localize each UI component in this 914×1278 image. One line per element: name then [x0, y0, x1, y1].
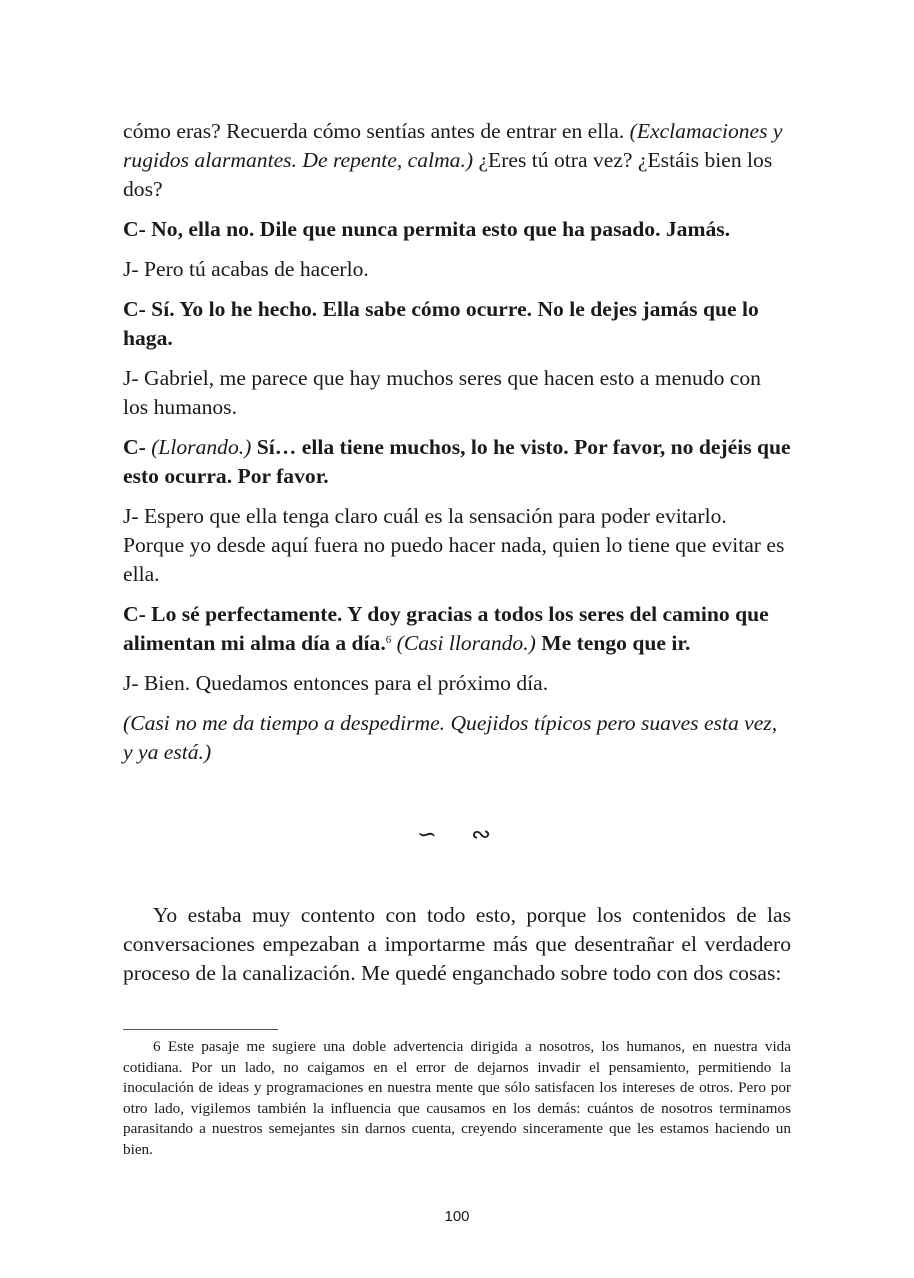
italic-segment: (Exclamaciones y rugidos alarmantes. De repente, calma.) — [123, 119, 783, 172]
bold-segment: Sí… ella tiene muchos, lo he visto. Por favor, no dejéis que esto ocurra. Por favor. — [123, 435, 791, 488]
dialogue-j-1 — [123, 255, 791, 284]
dialogue-section — [123, 117, 791, 778]
bold-segment: Me tengo que ir. — [535, 631, 691, 655]
text-segment: J- Bien. Quedamos entonces para el próximo día. — [123, 671, 549, 695]
italic-segment: (Casi no me da tiempo a despedirme. Quejidos típicos pero suaves esta vez, y ya está.) — [123, 711, 778, 764]
dialogue-c-4 — [123, 600, 791, 658]
footnote-divider — [123, 1029, 278, 1030]
body-paragraph: Yo estaba muy contento con todo esto, porque los contenidos de las conversaciones empezaban a importarme más que desentrañar el verdadero proceso de la canalización. Me quedé enganchado sobre todo con dos cosas: — [123, 903, 791, 985]
dialogue-j-4 — [123, 669, 791, 698]
text-segment: ¿Eres tú otra vez? ¿Estáis bien los dos? — [123, 148, 773, 201]
footnote-text: Este pasaje me sugiere una doble advertencia dirigida a nosotros, los humanos, en nuestra vida cotidiana. Por un lado, no caigamos en el error de dejarnos invadir el pensamiento, permitiendo la inoculación de ideas y programaciones en nuestra mente que sólo satisfacen los intereses de otros. Pero por otro lado, vigilemos también la influencia que causamos en los demás: cuántos de nosotros terminamos parasitando a nuestros semejantes sin darnos cuenta, creyendo sinceramente que les estamos haciendo un bien. — [123, 1038, 792, 1158]
text-segment: cómo eras? Recuerda cómo sentías antes de entrar en ella. — [123, 119, 630, 143]
dialogue-j-2 — [123, 364, 791, 422]
bold-segment: C- Sí. Yo lo he hecho. Ella sabe cómo ocurre. No le dejes jamás que lo haga. — [123, 297, 759, 350]
stage-direction — [123, 709, 791, 767]
footnote-reference[interactable]: 6 — [385, 634, 392, 646]
bold-segment: C- Lo sé perfectamente. Y doy gracias a todos los seres del camino que alimentan mi alma día a día. — [123, 602, 769, 655]
dialogue-j-3 — [123, 502, 791, 589]
paragraph-narration-continuation — [123, 117, 791, 204]
italic-segment: (Llorando.) — [151, 435, 252, 459]
page-number: 100 — [444, 1208, 470, 1225]
flourish-left-icon: ∽ — [416, 822, 443, 848]
footnote-number: 6 — [153, 1038, 161, 1055]
flourish-right-icon: ∾ — [471, 822, 498, 848]
text-segment: J- Gabriel, me parece que hay muchos seres que hacen esto a menudo con los humanos. — [123, 366, 761, 419]
section-divider-ornament — [0, 820, 914, 849]
dialogue-c-3 — [123, 433, 791, 491]
text-segment: J- Pero tú acabas de hacerlo. — [123, 257, 369, 281]
italic-segment: (Casi llorando.) — [391, 631, 536, 655]
bold-segment: C- — [123, 435, 152, 459]
footnote — [123, 1037, 791, 1160]
text-segment: J- Espero que ella tenga claro cuál es la sensación para poder evitarlo. Porque yo desde aquí fuera no puedo hacer nada, quien lo tiene que evitar es ella. — [123, 504, 785, 586]
dialogue-c-1 — [123, 215, 791, 244]
dialogue-c-2 — [123, 295, 791, 353]
bold-segment: C- No, ella no. Dile que nunca permita esto que ha pasado. Jamás. — [123, 217, 731, 241]
